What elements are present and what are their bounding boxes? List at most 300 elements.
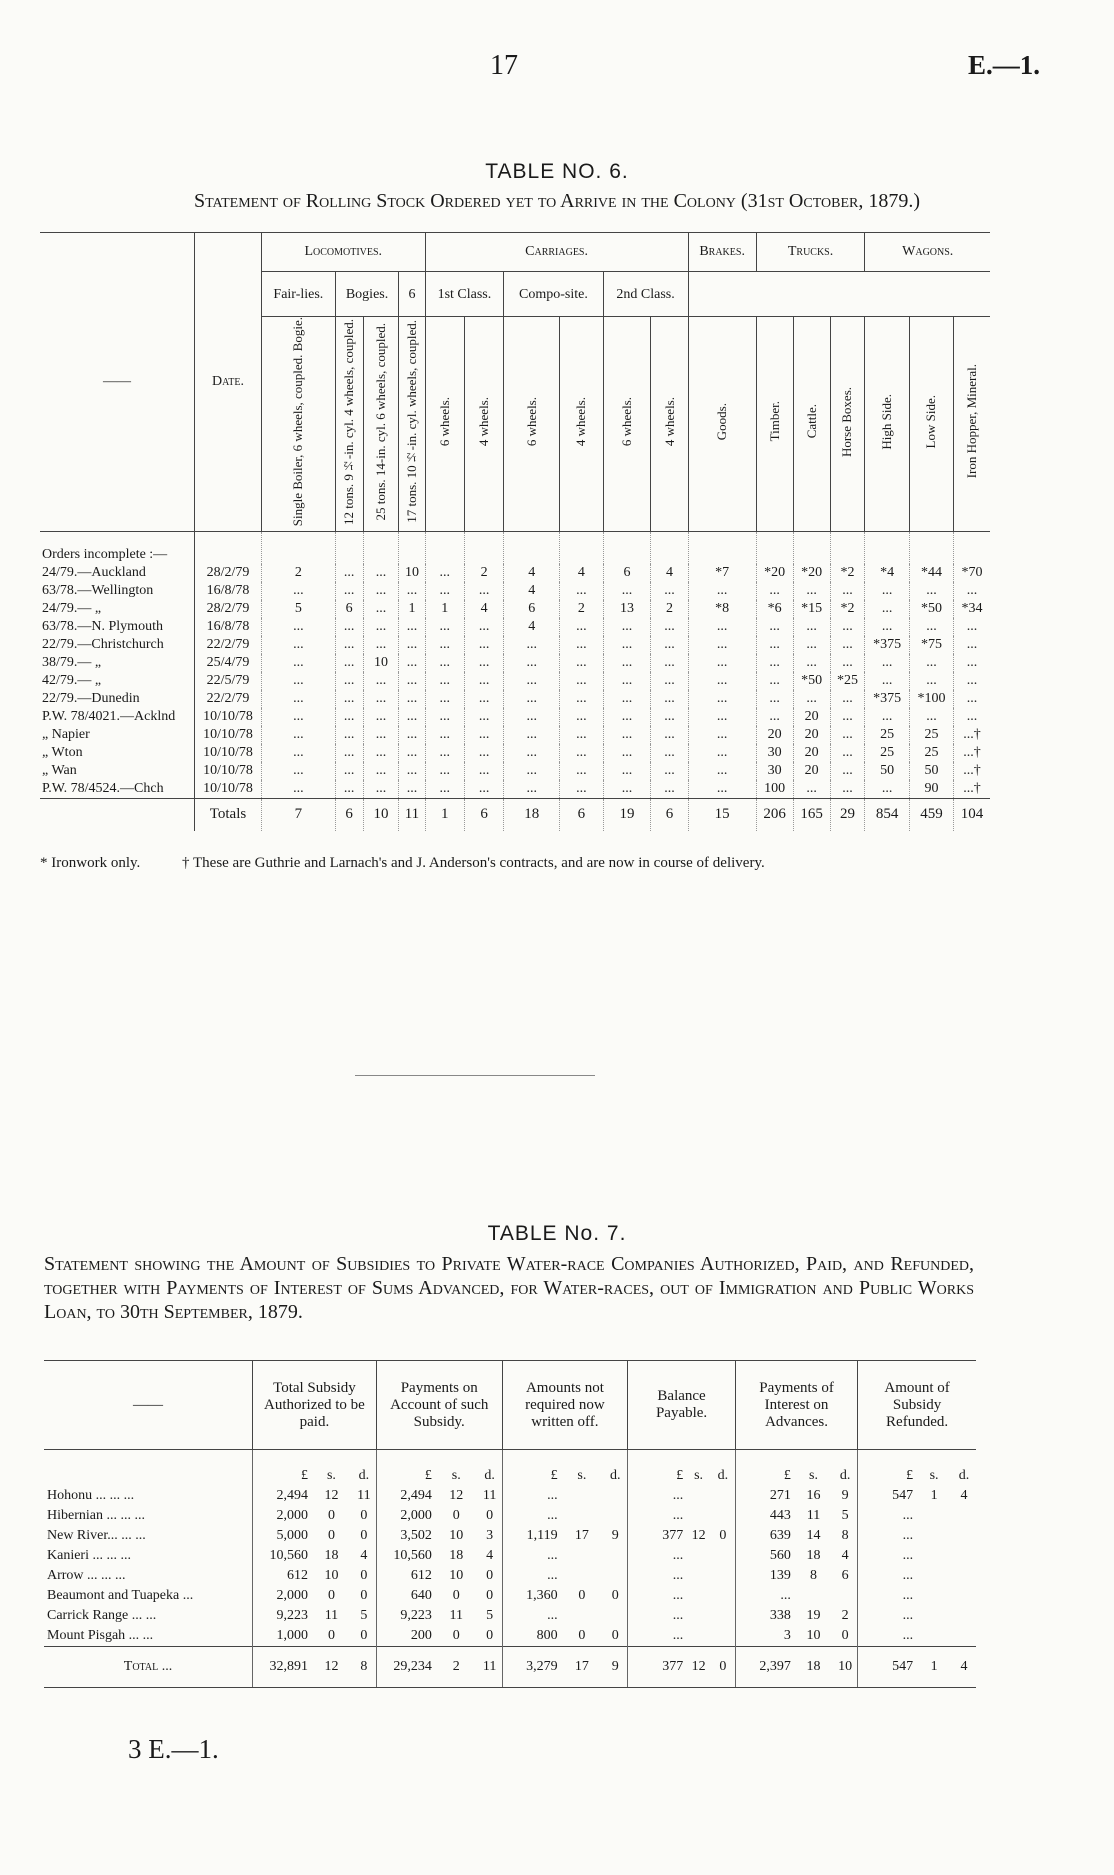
amount-cell <box>376 1647 502 1688</box>
table-cell: ... <box>425 780 464 799</box>
pence: 0 <box>486 1588 494 1603</box>
table-cell: ... <box>560 636 603 654</box>
table-cell: ... <box>399 690 425 708</box>
unit-label: d. <box>958 1468 970 1483</box>
column-header-text: 6 wheels. <box>523 397 539 447</box>
amount-lsd <box>739 1626 854 1646</box>
table-cell: 4 <box>504 618 560 636</box>
table-cell: ... <box>425 744 464 762</box>
table-cell: 20 <box>793 708 830 726</box>
table-cell: ... <box>504 780 560 799</box>
amount-lsd <box>506 1486 625 1506</box>
table-cell: ... <box>363 636 399 654</box>
table-cell: ... <box>504 690 560 708</box>
table-cell: 20 <box>793 744 830 762</box>
shillings <box>688 1486 710 1506</box>
table-cell: ... <box>603 690 651 708</box>
date-header: Date. <box>195 233 262 532</box>
amount-cell <box>376 1606 502 1626</box>
table-cell: 2 <box>262 564 336 582</box>
table-cell: ... <box>335 690 363 708</box>
amount-lsd <box>861 1566 973 1586</box>
order-date: 25/4/79 <box>195 654 262 672</box>
table-cell: ... <box>793 780 830 799</box>
empty-cell <box>195 532 262 565</box>
table-cell: ... <box>363 744 399 762</box>
table-cell: ... <box>363 780 399 799</box>
table-cell: ... <box>425 726 464 744</box>
shillings: 1 <box>930 1488 938 1503</box>
table-cell: *44 <box>909 564 953 582</box>
pence: 4 <box>360 1548 368 1563</box>
table-cell: ... <box>603 672 651 690</box>
total-cell: 104 <box>954 799 990 832</box>
shillings <box>923 1586 945 1606</box>
table-cell: 25 <box>909 726 953 744</box>
table-cell: ... <box>865 672 909 690</box>
pounds: ... <box>902 1628 914 1643</box>
empty-cell <box>44 1450 253 1487</box>
currency-units <box>253 1450 377 1487</box>
column-header <box>603 317 651 532</box>
shillings: 16 <box>806 1488 821 1503</box>
pounds: ... <box>902 1528 914 1543</box>
column-header <box>954 317 990 532</box>
currency-units <box>735 1450 857 1487</box>
table-cell: ... <box>688 672 756 690</box>
order-date: 16/8/78 <box>195 582 262 600</box>
amount-lsd <box>631 1606 732 1626</box>
amount-lsd <box>739 1486 854 1506</box>
amount-lsd <box>256 1586 373 1606</box>
table-cell: ... <box>399 708 425 726</box>
pence: 4 <box>960 1488 968 1503</box>
table-cell: ...† <box>954 780 990 799</box>
table-row <box>40 600 990 618</box>
table-cell: ... <box>603 762 651 780</box>
pounds: 800 <box>536 1628 558 1643</box>
unit-label: s. <box>577 1468 587 1483</box>
column-header <box>560 317 603 532</box>
amount-lsd <box>256 1606 373 1626</box>
table-cell: *2 <box>830 564 865 582</box>
amount-lsd <box>506 1586 625 1606</box>
rolling-stock-table <box>40 232 990 831</box>
unit-label: s. <box>809 1468 818 1483</box>
table-row <box>44 1586 976 1606</box>
table-cell: ... <box>560 780 603 799</box>
shillings: 8 <box>810 1568 818 1583</box>
shillings: 11 <box>449 1608 463 1623</box>
pence: 0 <box>360 1528 368 1543</box>
table-cell: ... <box>688 780 756 799</box>
company-name: Hibernian ... ... ... <box>47 1508 145 1523</box>
table-cell: ... <box>603 726 651 744</box>
amount-cell <box>253 1626 377 1647</box>
total-cell: 19 <box>603 799 651 832</box>
table-cell: ... <box>504 744 560 762</box>
table-cell: ... <box>262 636 336 654</box>
table-cell: 6 <box>335 600 363 618</box>
empty-cell <box>335 532 363 565</box>
group-header: Wagons. <box>865 233 990 272</box>
table-cell: ... <box>399 618 425 636</box>
shillings: 10 <box>449 1528 464 1543</box>
order-date: 16/8/78 <box>195 618 262 636</box>
amount-lsd <box>861 1626 973 1646</box>
amount-lsd <box>861 1486 973 1506</box>
total-cell: 165 <box>793 799 830 832</box>
table-cell: ... <box>830 726 865 744</box>
table-cell: ... <box>504 762 560 780</box>
amount-lsd <box>380 1566 499 1586</box>
table-cell: 6 <box>504 600 560 618</box>
group-header-row <box>40 233 990 272</box>
table-cell: ... <box>651 690 688 708</box>
table-cell: ... <box>688 618 756 636</box>
shillings: 0 <box>578 1628 586 1643</box>
column-header: Total Subsidy Authorized to be paid. <box>253 1361 377 1450</box>
shillings: 18 <box>324 1548 339 1563</box>
shillings: 12 <box>691 1659 706 1674</box>
table-cell: ... <box>603 744 651 762</box>
currency-units <box>376 1450 502 1487</box>
table-row <box>44 1566 976 1586</box>
table-cell: ... <box>954 672 990 690</box>
table-cell: ... <box>865 654 909 672</box>
water-race-subsidy-table <box>44 1360 976 1688</box>
pounds: 32,891 <box>269 1659 308 1674</box>
table-row <box>40 726 990 744</box>
table-row <box>40 564 990 582</box>
table-cell: 4 <box>504 564 560 582</box>
footnote-contracts: † These are Guthrie and Larnach's and J. Anderson's contracts, and are now in course of delivery. <box>182 855 765 871</box>
table-cell: ... <box>425 762 464 780</box>
table-cell: ... <box>756 618 793 636</box>
shillings: 18 <box>806 1548 821 1563</box>
pounds: 2,000 <box>276 1588 308 1603</box>
amount-cell <box>502 1566 628 1586</box>
shillings <box>688 1566 710 1586</box>
table-row <box>44 1626 976 1647</box>
table-cell: ... <box>830 654 865 672</box>
pence: 0 <box>611 1588 619 1603</box>
table-cell: ...† <box>954 744 990 762</box>
table-cell: ... <box>399 726 425 744</box>
shillings: 0 <box>327 1528 335 1543</box>
column-header-text: 6 wheels. <box>436 397 452 447</box>
table-cell: *2 <box>830 600 865 618</box>
pounds: 271 <box>769 1488 791 1503</box>
table-cell: ... <box>793 690 830 708</box>
amount-lsd <box>256 1566 373 1586</box>
amount-cell <box>502 1526 628 1546</box>
subgroup-header: 1st Class. <box>425 272 504 317</box>
section-label-row <box>40 532 990 565</box>
amount-cell <box>253 1586 377 1606</box>
amount-cell <box>858 1647 976 1688</box>
empty-cell: Totals <box>195 799 262 832</box>
column-header-text: High Side. <box>879 393 895 450</box>
company-name: New River... ... ... <box>47 1528 146 1543</box>
shillings: 0 <box>327 1508 335 1523</box>
column-header: Balance Payable. <box>628 1361 736 1450</box>
order-name: P.W. 78/4524.—Chch <box>42 781 164 797</box>
amount-cell <box>858 1586 976 1606</box>
shillings <box>571 1566 593 1586</box>
table-7-title: TABLE No. 7. <box>487 1222 627 1245</box>
amount-cell <box>628 1606 736 1626</box>
pence: 3 <box>486 1528 494 1543</box>
order-name: 42/79.— „ <box>42 673 102 689</box>
table-cell: ... <box>399 762 425 780</box>
group-header: Trucks. <box>756 233 865 272</box>
units-group <box>506 1466 625 1486</box>
table-cell: ... <box>756 582 793 600</box>
pence: 10 <box>838 1659 853 1674</box>
pounds: 1,119 <box>526 1528 558 1543</box>
table-cell: ... <box>603 582 651 600</box>
table-cell: *7 <box>688 564 756 582</box>
table-cell: ... <box>688 726 756 744</box>
amount-cell <box>628 1647 736 1688</box>
amount-lsd <box>631 1546 732 1566</box>
amount-cell <box>858 1546 976 1566</box>
total-cell: 18 <box>504 799 560 832</box>
pence: 0 <box>719 1528 727 1543</box>
table-cell: ... <box>335 726 363 744</box>
empty-cell <box>954 532 990 565</box>
amount-lsd <box>861 1526 973 1546</box>
table-cell: ... <box>560 708 603 726</box>
pence <box>955 1566 973 1586</box>
pence <box>714 1586 732 1606</box>
table-cell: 13 <box>603 600 651 618</box>
order-date: 10/10/78 <box>195 762 262 780</box>
pence: 0 <box>719 1659 727 1674</box>
unit-label: d. <box>358 1468 370 1483</box>
table-cell: ... <box>830 690 865 708</box>
total-cell: 10 <box>363 799 399 832</box>
table-cell: ... <box>651 636 688 654</box>
subgroup-header: Bogies. <box>335 272 399 317</box>
pence: 0 <box>611 1628 619 1643</box>
table-cell: ... <box>363 564 399 582</box>
table-row <box>40 762 990 780</box>
footer-reference: 3 E.—1. <box>128 1734 219 1764</box>
table-cell: *75 <box>909 636 953 654</box>
pounds: ... <box>547 1608 558 1623</box>
table-row <box>40 708 990 726</box>
column-header-text: 6 wheels. <box>619 397 634 447</box>
column-header-text: Cattle. <box>803 404 819 439</box>
shillings <box>923 1506 945 1526</box>
shillings: 14 <box>806 1528 821 1543</box>
total-cell: 854 <box>865 799 909 832</box>
amount-lsd <box>631 1566 732 1586</box>
table-cell: ... <box>830 780 865 799</box>
pounds: ... <box>672 1608 684 1623</box>
empty-cell <box>560 532 603 565</box>
footnote-ironwork: * Ironwork only. <box>40 855 141 871</box>
column-header-text: Goods. <box>714 403 730 441</box>
table-cell: ... <box>335 744 363 762</box>
pounds: ... <box>902 1548 914 1563</box>
column-header <box>909 317 953 532</box>
amount-lsd <box>506 1657 625 1677</box>
column-header <box>262 317 336 532</box>
table-cell: ... <box>363 690 399 708</box>
table-cell: ... <box>262 726 336 744</box>
order-name: 24/79.— „ <box>42 601 102 617</box>
pounds: ... <box>672 1568 684 1583</box>
pounds: 3,502 <box>400 1528 432 1543</box>
table-cell: ... <box>363 708 399 726</box>
amount-lsd <box>861 1586 973 1606</box>
table-cell: 4 <box>504 582 560 600</box>
table-cell: ... <box>560 618 603 636</box>
amount-cell <box>376 1526 502 1546</box>
amount-cell <box>628 1486 736 1506</box>
amount-lsd <box>506 1546 625 1566</box>
amount-lsd <box>739 1506 854 1526</box>
pence: 8 <box>841 1528 849 1543</box>
currency-units <box>628 1450 736 1487</box>
pounds: 9,223 <box>400 1608 432 1623</box>
table-cell: *34 <box>954 600 990 618</box>
amount-cell <box>502 1647 628 1688</box>
table-cell: ... <box>425 636 464 654</box>
total-cell: 6 <box>464 799 503 832</box>
order-name: P.W. 78/4021.—Acklnd <box>42 709 176 725</box>
shillings: 11 <box>806 1508 821 1523</box>
empty-cell <box>651 532 688 565</box>
empty-cell <box>756 532 793 565</box>
table-row <box>40 618 990 636</box>
amount-cell <box>858 1486 976 1506</box>
table-cell: *6 <box>756 600 793 618</box>
unit-label: s. <box>929 1468 939 1483</box>
table-cell: ... <box>504 636 560 654</box>
pence <box>955 1606 973 1626</box>
shillings: 10 <box>324 1568 339 1583</box>
table-row <box>44 1606 976 1626</box>
unit-label: £ <box>301 1468 308 1483</box>
amount-cell <box>628 1586 736 1606</box>
pounds: 2,000 <box>276 1508 308 1523</box>
shillings: 0 <box>578 1588 586 1603</box>
unit-label: s. <box>694 1468 704 1483</box>
table-cell: ... <box>399 672 425 690</box>
order-date: 10/10/78 <box>195 780 262 799</box>
unit-label: d. <box>609 1468 621 1483</box>
amount-cell <box>253 1606 377 1626</box>
table-row <box>40 636 990 654</box>
amount-cell <box>253 1486 377 1506</box>
column-header-text: 4 wheels. <box>476 397 492 447</box>
amount-lsd <box>631 1486 732 1506</box>
table-cell: 30 <box>756 744 793 762</box>
shillings: 2 <box>452 1659 460 1674</box>
amount-cell <box>376 1626 502 1647</box>
amount-cell <box>502 1486 628 1506</box>
shillings: 0 <box>327 1588 335 1603</box>
amount-lsd <box>631 1657 732 1677</box>
pence <box>836 1586 854 1606</box>
order-date: 22/5/79 <box>195 672 262 690</box>
table-cell: ... <box>425 690 464 708</box>
amount-lsd <box>739 1546 854 1566</box>
table-cell: ... <box>262 690 336 708</box>
table-cell: ... <box>909 672 953 690</box>
pence: 5 <box>360 1608 368 1623</box>
column-header-text: Horse Boxes. <box>839 386 855 457</box>
amount-lsd <box>631 1526 732 1546</box>
amount-cell <box>858 1626 976 1647</box>
pence: 2 <box>841 1608 849 1623</box>
table-cell: 4 <box>464 600 503 618</box>
shillings <box>571 1506 593 1526</box>
table-6-footnotes <box>40 855 1040 872</box>
unit-label: s. <box>326 1468 336 1483</box>
table-cell: ... <box>560 690 603 708</box>
table-cell: *50 <box>793 672 830 690</box>
section-divider <box>355 1075 595 1076</box>
table-cell: ... <box>830 582 865 600</box>
table-cell: ... <box>756 636 793 654</box>
order-name: 24/79.—Auckland <box>42 565 146 581</box>
pence <box>714 1566 732 1586</box>
pounds: 443 <box>769 1508 791 1523</box>
table-cell: *4 <box>865 564 909 582</box>
amount-cell <box>502 1586 628 1606</box>
amount-cell <box>502 1606 628 1626</box>
table-cell: 2 <box>560 600 603 618</box>
table-cell: ... <box>363 672 399 690</box>
table-cell: *8 <box>688 600 756 618</box>
pounds: 139 <box>769 1568 791 1583</box>
table-cell: ... <box>865 582 909 600</box>
table-cell: ... <box>909 708 953 726</box>
amount-lsd <box>739 1566 854 1586</box>
amount-cell <box>735 1566 857 1586</box>
company-name: Mount Pisgah ... ... <box>47 1628 154 1643</box>
table-cell: *50 <box>909 600 953 618</box>
table-cell: ... <box>464 672 503 690</box>
table-cell: 5 <box>262 600 336 618</box>
currency-units <box>858 1450 976 1487</box>
table-cell: ...† <box>954 726 990 744</box>
table-cell: ... <box>909 654 953 672</box>
table-cell: ... <box>335 618 363 636</box>
amount-cell <box>858 1526 976 1546</box>
table-cell: ... <box>560 762 603 780</box>
table-cell: ... <box>688 708 756 726</box>
table-cell: ... <box>504 654 560 672</box>
table-cell: ... <box>262 672 336 690</box>
table-cell: ... <box>464 618 503 636</box>
amount-lsd <box>256 1506 373 1526</box>
empty-cell <box>504 532 560 565</box>
pence: 5 <box>486 1608 494 1623</box>
table-cell: ... <box>464 690 503 708</box>
amount-cell <box>253 1506 377 1526</box>
amount-lsd <box>506 1606 625 1626</box>
shillings <box>688 1506 710 1526</box>
pence <box>714 1506 732 1526</box>
table-cell: ... <box>363 582 399 600</box>
table-cell: ... <box>335 672 363 690</box>
